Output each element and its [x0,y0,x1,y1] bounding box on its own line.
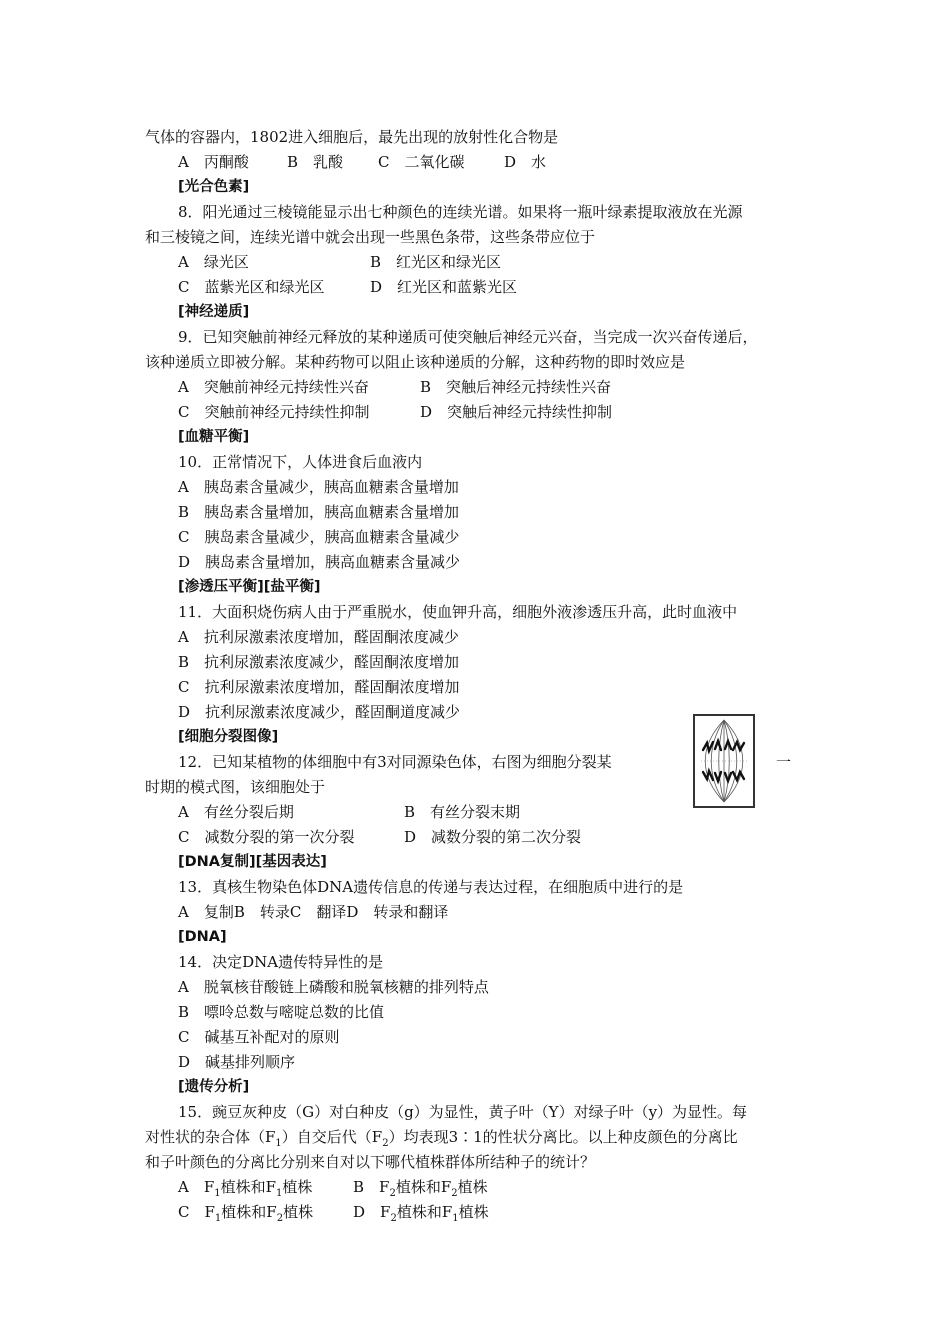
q12-stem-continuation: 一 [776,753,792,771]
q7-stem-tail: 气体的容器内，1802进入细胞后，最先出现的放射性化合物是 [145,128,559,146]
q11-option-b: B 抗利尿激素浓度减少，醛固酮浓度增加 [178,653,460,671]
q15-stem-line3: 和子叶颜色的分离比分别来自对以下哪代植株群体所结种子的统计？ [145,1153,596,1171]
q14-option-c: C 碱基互补配对的原则 [178,1028,340,1046]
q12-stem-line2: 时期的模式图，该细胞处于 [145,778,326,796]
q11-option-a: A 抗利尿激素浓度增加，醛固酮浓度减少 [178,628,459,646]
q10-option-c: C 胰岛素含量减少，胰高血糖素含量减少 [178,528,460,546]
q12-option-b: B 有丝分裂末期 [404,803,521,821]
q10-option-a: A 胰岛素含量减少，胰高血糖素含量增加 [178,478,459,496]
q15-option-a: A $F_1$植株和$F_1$植株 [178,1178,313,1199]
q9-option-c: C 突触前神经元持续性抑制 [178,403,370,421]
q12-option-d: D 减数分裂的第二次分裂 [404,828,582,846]
q11-option-d: D 抗利尿激素浓度减少，醛固酮道度减少 [178,703,461,721]
q10-stem: 10．正常情况下，人体进食后血液内 [178,453,423,471]
cell-division-figure [693,714,755,808]
q8-option-c: C 蓝紫光区和绿光区 [178,278,325,296]
q15-option-c: C $F_1$植株和$F_2$植株 [178,1203,314,1224]
section-heading: [光合色素] [178,179,250,195]
q15-stem-line1: 15．豌豆灰种皮（G）对白种皮（g）为显性，黄子叶（Y）对绿子叶（y）为显性。每 [178,1103,748,1121]
q7-option-d: D 水 [504,153,547,171]
spindle-chromosome-diagram [695,716,753,806]
q9-option-d: D 突触后神经元持续性抑制 [420,403,613,421]
q14-stem: 14．决定DNA遗传特异性的是 [178,953,384,971]
section-heading: [细胞分裂图像] [178,729,279,745]
q12-stem-line1: 12．已知某植物的体细胞中有3对同源染色体，右图为细胞分裂某 [178,753,612,771]
q7-option-c: C 二氧化碳 [378,153,465,171]
section-heading: [血糖平衡] [178,429,250,445]
q14-option-a: A 脱氧核苷酸链上磷酸和脱氧核糖的排列特点 [178,978,489,996]
q9-stem-line1: 9．已知突触前神经元释放的某种递质可使突触后神经元兴奋，当完成一次兴奋传递后， [178,328,758,346]
q13-options: A 复制B 转录C 翻译D 转录和翻译 [178,903,449,921]
q8-option-a: A 绿光区 [178,253,249,271]
q14-option-d: D 碱基排列顺序 [178,1053,296,1071]
section-heading: [遗传分析] [178,1079,250,1095]
q15-option-d: D $F_2$植株和$F_1$植株 [353,1203,489,1224]
q7-option-a: A 丙酮酸 [178,153,249,171]
q7-option-b: B 乳酸 [287,153,344,171]
q9-stem-line2: 该种递质立即被分解。某种药物可以阻止该种递质的分解，这种药物的即时效应是 [145,353,686,371]
q11-option-c: C 抗利尿激素浓度增加，醛固酮浓度增加 [178,678,460,696]
q14-option-b: B 嘌呤总数与嘧啶总数的比值 [178,1003,385,1021]
section-heading: [神经递质] [178,304,250,320]
q10-option-d: D 胰岛素含量增加，胰高血糖素含量减少 [178,553,461,571]
q13-stem: 13．真核生物染色体DNA遗传信息的传递与表达过程，在细胞质中进行的是 [178,878,684,896]
q9-option-b: B 突触后神经元持续性兴奋 [420,378,612,396]
q12-option-c: C 减数分裂的第一次分裂 [178,828,355,846]
section-heading: [DNA] [178,929,227,945]
q10-option-b: B 胰岛素含量增加，胰高血糖素含量增加 [178,503,460,521]
q8-stem-line1: 8．阳光通过三棱镜能显示出七种颜色的连续光谱。如果将一瓶叶绿素提取液放在光源 [178,203,743,221]
q8-stem-line2: 和三棱镜之间，连续光谱中就会出现一些黑色条带，这些条带应位于 [145,228,596,246]
q9-option-a: A 突触前神经元持续性兴奋 [178,378,369,396]
section-heading: [DNA复制][基因表达] [178,854,327,870]
q8-option-b: B 红光区和绿光区 [370,253,502,271]
q15-option-b: B $F_2$植株和$F_2$植株 [353,1178,488,1199]
q11-stem: 11．大面积烧伤病人由于严重脱水，使血钾升高，细胞外液渗透压升高，此时血液中 [178,603,738,621]
q8-option-d: D 红光区和蓝紫光区 [370,278,518,296]
q15-stem-line2: 对性状的杂合体$(F_1)$自交后代$(F_2)$均表现3∶1的性状分离比。以上种皮颜色的分离比 [145,1128,738,1149]
q12-option-a: A 有丝分裂后期 [178,803,294,821]
section-heading: [渗透压平衡][盐平衡] [178,579,321,595]
